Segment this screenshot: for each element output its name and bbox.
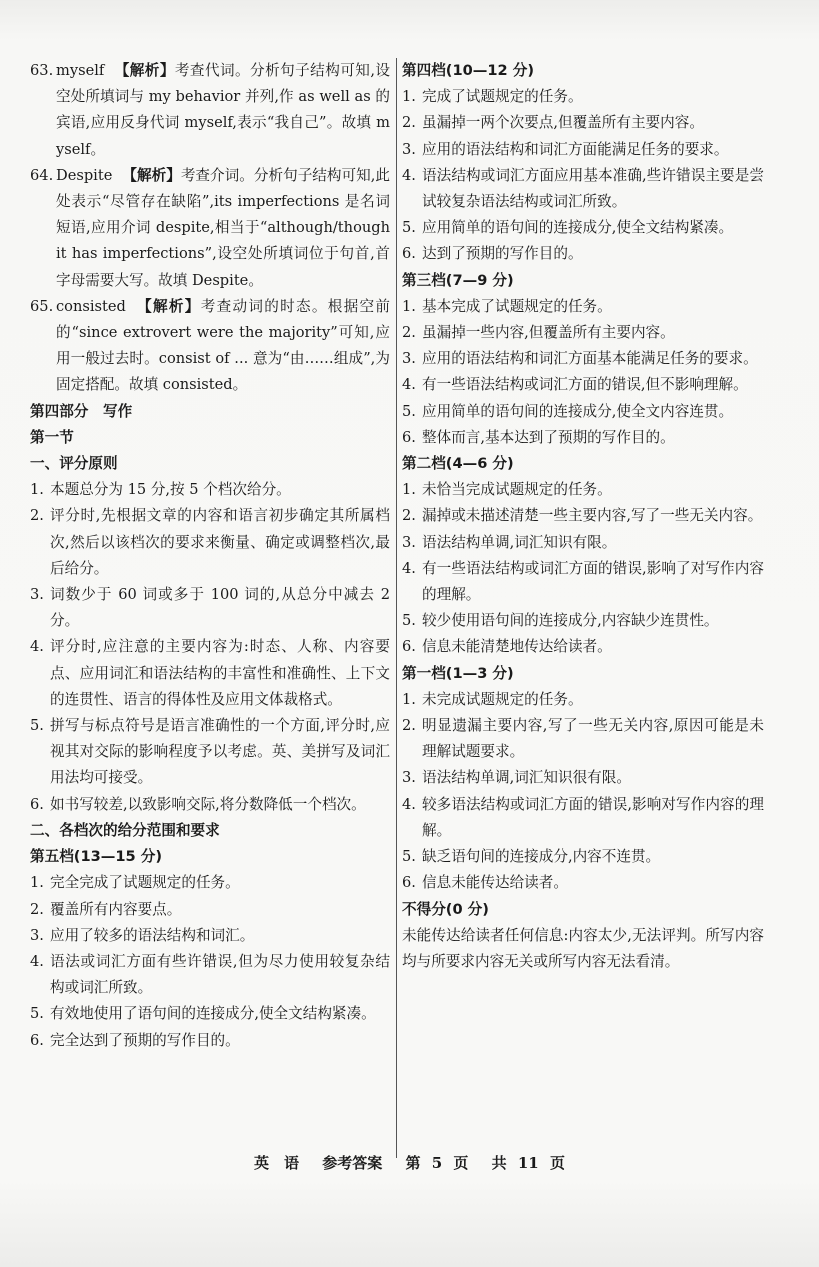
answer-word: myself [56, 62, 105, 79]
item-number: 1. [30, 874, 44, 892]
answer-list [30, 58, 390, 399]
list-item [30, 503, 390, 582]
list-item [402, 530, 764, 556]
list-item [402, 608, 764, 634]
item-number: 2. [30, 900, 44, 918]
list-item [402, 163, 764, 215]
list-item [402, 137, 764, 163]
list-item [30, 1001, 390, 1027]
item-number: 1. [402, 88, 416, 106]
level1-title: 第一档(1—3 分) [402, 664, 514, 682]
list-item [402, 294, 764, 320]
item-text: 如书写较差,以致影响交际,将分数降低一个档次。 [50, 795, 366, 813]
answer-item [30, 163, 390, 294]
item-number: 5. [402, 612, 416, 630]
footer-subject: 英 语 [254, 1154, 300, 1172]
item-text: 未完成试题规定的任务。 [422, 690, 583, 708]
item-number: 1. [30, 481, 44, 499]
level4-list [402, 84, 764, 267]
item-text: 词数少于 60 词或多于 100 词的,从总分中减去 2 分。 [50, 586, 390, 630]
answer-number: 65. [30, 297, 54, 315]
list-item [402, 372, 764, 398]
item-text: 有效地使用了语句间的连接成分,使全文结构紧凑。 [50, 1005, 376, 1023]
list-item [402, 713, 764, 765]
item-text: 应用的语法结构和词汇方面能满足任务的要求。 [422, 140, 729, 158]
item-text: 未恰当完成试题规定的任务。 [422, 481, 612, 499]
item-number: 2. [402, 717, 416, 735]
list-item [30, 792, 390, 818]
item-number: 5. [402, 402, 416, 420]
item-number: 3. [402, 533, 416, 551]
item-text: 信息未能传达给读者。 [422, 874, 568, 892]
item-number: 1. [402, 481, 416, 499]
item-number: 3. [402, 140, 416, 158]
principles-list [30, 477, 390, 818]
item-number: 6. [402, 245, 416, 263]
list-item [30, 582, 390, 634]
list-item [30, 949, 390, 1001]
page-footer [0, 1152, 819, 1173]
item-text: 应用简单的语句间的连接成分,使全文内容连贯。 [422, 402, 734, 420]
left-column [30, 58, 390, 1054]
item-text: 完全完成了试题规定的任务。 [50, 874, 240, 892]
list-item [402, 870, 764, 896]
item-number: 5. [402, 848, 416, 866]
answer-word: Despite [56, 166, 113, 184]
item-text: 较少使用语句间的连接成分,内容缺少连贯性。 [422, 612, 719, 630]
item-text: 完全达到了预期的写作目的。 [50, 1031, 240, 1049]
item-number: 6. [30, 1031, 44, 1049]
item-number: 2. [402, 114, 416, 132]
item-number: 6. [402, 874, 416, 892]
answer-item [30, 58, 390, 163]
list-item [402, 844, 764, 870]
item-number: 6. [30, 795, 44, 813]
list-item [402, 634, 764, 660]
levels-title: 二、各档次的给分范围和要求 [30, 821, 220, 839]
right-column [402, 58, 764, 975]
level0-title: 不得分(0 分) [402, 900, 489, 918]
list-item [30, 870, 390, 896]
level5-title: 第五档(13—15 分) [30, 848, 163, 866]
item-number: 3. [402, 769, 416, 787]
item-text: 语法结构单调,词汇知识很有限。 [422, 769, 631, 787]
level2-title: 第二档(4—6 分) [402, 455, 514, 473]
principles-title: 一、评分原则 [30, 455, 118, 473]
item-text: 缺乏语句间的连接成分,内容不连贯。 [422, 848, 661, 866]
item-text: 有一些语法结构或词汇方面的错误,但不影响理解。 [422, 376, 748, 394]
list-item [30, 477, 390, 503]
item-number: 2. [30, 507, 44, 525]
item-number: 4. [402, 166, 416, 184]
analysis-tag: 【解析】 [122, 166, 181, 184]
item-number: 5. [402, 219, 416, 237]
list-item [402, 503, 764, 529]
list-item [402, 425, 764, 451]
answer-number: 64. [30, 166, 54, 184]
list-item [402, 346, 764, 372]
item-number: 4. [30, 638, 44, 656]
item-text: 拼写与标点符号是语言准确性的一个方面,评分时,应视其对交际的影响程度予以考虑。英、美拼写及词汇用法均可接受。 [50, 717, 390, 787]
item-text: 语法或词汇方面有些许错误,但为尽力使用较复杂结构或词汇所致。 [50, 952, 390, 997]
answer-body [56, 58, 390, 163]
list-item [402, 241, 764, 267]
item-number: 6. [402, 638, 416, 656]
section1-title: 第一节 [30, 428, 74, 446]
list-item [30, 923, 390, 949]
item-text: 评分时,先根据文章的内容和语言初步确定其所属档次,然后以该档次的要求来衡量、确定或调整档次,最后给分。 [50, 507, 390, 577]
item-text: 有一些语法结构或词汇方面的错误,影响了对写作内容的理解。 [422, 559, 764, 604]
list-item [402, 556, 764, 608]
answer-item [30, 294, 390, 399]
item-number: 4. [402, 795, 416, 813]
list-item [402, 215, 764, 241]
item-number: 2. [402, 507, 416, 525]
item-text: 评分时,应注意的主要内容为:时态、人称、内容要点、应用词汇和语法结构的丰富性和准确性、上下文的连贯性、语言的得体性及应用文体裁格式。 [50, 638, 390, 708]
answer-word: consisted [56, 297, 126, 315]
item-number: 4. [402, 376, 416, 394]
footer-doc: 参考答案 [322, 1154, 383, 1172]
level0-text: 未能传达给读者任何信息:内容太少,无法评判。所写内容均与所要求内容无关或所写内容无法看清。 [402, 926, 764, 970]
item-text: 语法结构单调,词汇知识有限。 [422, 533, 617, 551]
item-text: 完成了试题规定的任务。 [422, 88, 583, 106]
list-item [30, 897, 390, 923]
item-text: 应用了较多的语法结构和词汇。 [50, 926, 255, 944]
part4-title: 第四部分 写作 [30, 402, 133, 420]
answer-number: 63. [30, 62, 54, 79]
item-text: 应用的语法结构和词汇方面基本能满足任务的要求。 [422, 350, 758, 368]
column-divider [396, 58, 397, 1158]
item-text: 虽漏掉一两个次要点,但覆盖所有主要内容。 [422, 114, 704, 132]
analysis-text: 考查动词的时态。根据空前的“since extrovert were the majority”可知,应用一般过去时。consist of ... 意为“由……组成”,为固定搭配。故填 consisted。 [56, 297, 390, 394]
footer-page: 第 5 页 [405, 1154, 469, 1172]
level3-title: 第三档(7—9 分) [402, 271, 514, 289]
item-number: 1. [402, 297, 416, 315]
list-item [402, 399, 764, 425]
item-text: 明显遗漏主要内容,写了一些无关内容,原因可能是未理解试题要求。 [422, 717, 764, 761]
item-text: 本题总分为 15 分,按 5 个档次给分。 [50, 481, 291, 499]
item-text: 基本完成了试题规定的任务。 [422, 297, 612, 315]
item-text: 覆盖所有内容要点。 [50, 900, 182, 918]
item-number: 4. [30, 952, 44, 970]
item-text: 信息未能清楚地传达给读者。 [422, 638, 612, 656]
list-item [30, 713, 390, 792]
item-number: 6. [402, 428, 416, 446]
list-item [30, 1028, 390, 1054]
answer-body [56, 294, 390, 399]
analysis-text: 考查介词。分析句子结构可知,此处表示“尽管存在缺陷”,its imperfections 是名词短语,应用介词 despite,相当于“although/though it has imperfections”,设空处所填词位于句首,首字母需要大写。故填 Despite。 [56, 166, 390, 289]
list-item [402, 110, 764, 136]
item-text: 语法结构或词汇方面应用基本准确,些许错误主要是尝试较复杂语法结构或词汇所致。 [422, 166, 764, 211]
level3-list [402, 294, 764, 451]
level1-list [402, 687, 764, 897]
item-text: 较多语法结构或词汇方面的错误,影响对写作内容的理解。 [422, 795, 764, 839]
list-item [402, 765, 764, 791]
item-number: 2. [402, 324, 416, 342]
list-item [402, 792, 764, 844]
analysis-text: 考查代词。分析句子结构可知,设空处所填词与 my behavior 并列,作 as well as 的宾语,应用反身代词 myself,表示“我自己”。故填 myself。 [56, 62, 390, 158]
list-item [402, 477, 764, 503]
answer-body [56, 163, 390, 294]
level2-list [402, 477, 764, 660]
level4-title: 第四档(10—12 分) [402, 62, 535, 79]
level5-list [30, 870, 390, 1053]
analysis-tag: 【解析】 [114, 62, 175, 79]
item-number: 5. [30, 1005, 44, 1023]
list-item [30, 634, 390, 713]
analysis-tag: 【解析】 [135, 297, 201, 315]
item-text: 虽漏掉一些内容,但覆盖所有主要内容。 [422, 324, 675, 342]
item-number: 3. [30, 926, 44, 944]
footer-total: 共 11 页 [491, 1154, 565, 1172]
item-number: 3. [30, 586, 44, 604]
item-text: 整体而言,基本达到了预期的写作目的。 [422, 428, 675, 446]
item-text: 漏掉或未描述清楚一些主要内容,写了一些无关内容。 [422, 507, 763, 525]
item-number: 1. [402, 690, 416, 708]
list-item [402, 84, 764, 110]
item-number: 3. [402, 350, 416, 368]
list-item [402, 687, 764, 713]
item-text: 应用简单的语句间的连接成分,使全文结构紧凑。 [422, 219, 734, 237]
item-number: 4. [402, 559, 416, 577]
item-text: 达到了预期的写作目的。 [422, 245, 583, 263]
list-item [402, 320, 764, 346]
item-number: 5. [30, 717, 44, 735]
